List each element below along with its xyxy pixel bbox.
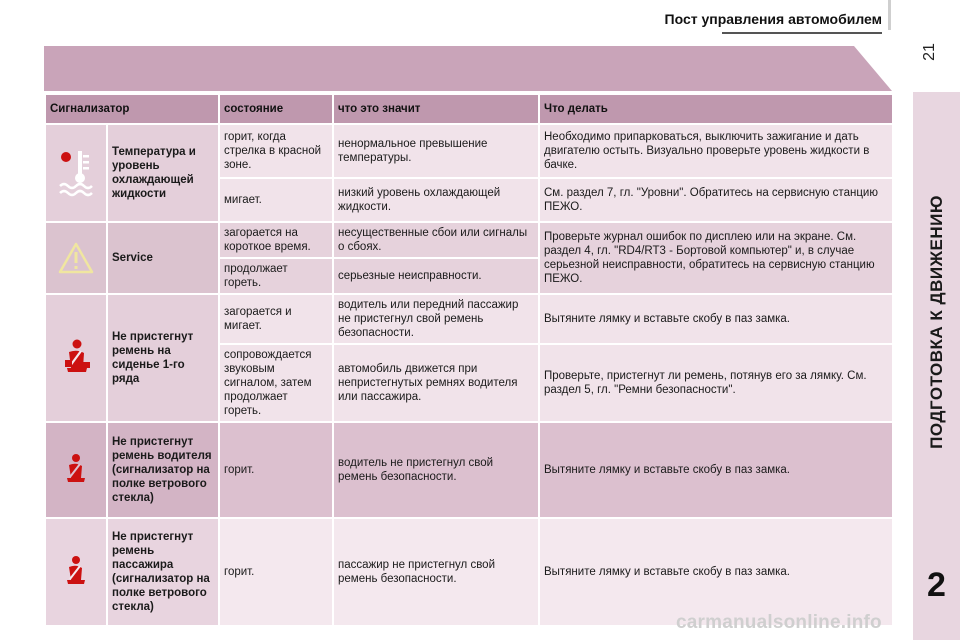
- table-row: [45, 294, 893, 344]
- column-header-action: Что делать: [539, 94, 893, 124]
- action-cell: Проверьте журнал ошибок по дисплею или на экране. См. раздел 4, гл. "RD4/RT3 - Бортовой компьютер" и, в случае серьезной неисправности, обратитесь на сервисную станцию ПЕЖО.: [539, 222, 893, 294]
- meaning-cell: несущественные сбои или сигналы о сбоях.: [333, 222, 539, 258]
- state-cell: мигает.: [219, 178, 333, 222]
- table-row: [45, 518, 893, 626]
- state-cell: горит, когда стрелка в красной зоне.: [219, 124, 333, 178]
- header-divider: [888, 0, 891, 30]
- header-underline: [722, 32, 882, 34]
- signal-name: Не пристегнут ремень пассажира (сигнализатор на полке ветрового стекла): [107, 518, 219, 626]
- action-cell: Проверьте, пристегнут ли ремень, потянув его за лямку. См. раздел 5, гл. "Ремни безопасности".: [539, 344, 893, 422]
- state-cell: загорается и мигает.: [219, 294, 333, 344]
- meaning-cell: низкий уровень охлаждающей жидкости.: [333, 178, 539, 222]
- signal-name: Не пристегнут ремень на сиденье 1-го ряда: [107, 294, 219, 422]
- warning-lights-table: [44, 93, 894, 627]
- state-cell: загорается на короткое время.: [219, 222, 333, 258]
- state-cell: продолжает гореть.: [219, 258, 333, 294]
- coolant-icon-cell: [45, 124, 107, 222]
- page-header-title: Пост управления автомобилем: [664, 11, 882, 27]
- meaning-cell: пассажир не пристегнул свой ремень безопасности.: [333, 518, 539, 626]
- column-header-signal: Сигнализатор: [45, 94, 219, 124]
- page-number: 21: [921, 43, 938, 61]
- chapter-title: [913, 92, 960, 552]
- table-row: [45, 422, 893, 518]
- signal-name: Не пристегнут ремень водителя (сигнализатор на полке ветрового стекла): [107, 422, 219, 518]
- signal-name: Температура и уровень охлаждающей жидкости: [107, 124, 219, 222]
- meaning-cell: водитель не пристегнул свой ремень безопасности.: [333, 422, 539, 518]
- meaning-cell: автомобиль движется при непристегнутых ремнях водителя или пассажира.: [333, 344, 539, 422]
- service-icon-cell: [45, 222, 107, 294]
- state-cell: сопровождается звуковым сигналом, затем продолжает гореть.: [219, 344, 333, 422]
- seatbelt-driver-icon-cell: [45, 422, 107, 518]
- action-cell: Вытяните лямку и вставьте скобу в паз замка.: [539, 518, 893, 626]
- service-warning-icon: [57, 241, 95, 275]
- chapter-title-text: ПОДГОТОВКА К ДВИЖЕНИЮ: [926, 195, 946, 449]
- chapter-number: 2: [927, 565, 946, 604]
- action-cell: Вытяните лямку и вставьте скобу в паз замка.: [539, 294, 893, 344]
- meaning-cell: серьезные неисправности.: [333, 258, 539, 294]
- seatbelt-passenger-icon: [61, 555, 91, 589]
- action-cell: Необходимо припарковаться, выключить зажигание и дать двигателю остыть. Визуально проверьте уровень жидкости в бачке.: [539, 124, 893, 178]
- seatbelt-passenger-icon-cell: [45, 518, 107, 626]
- section-banner: [44, 46, 892, 91]
- action-cell: Вытяните лямку и вставьте скобу в паз замка.: [539, 422, 893, 518]
- action-cell: См. раздел 7, гл. "Уровни". Обратитесь на сервисную станцию ПЕЖО.: [539, 178, 893, 222]
- signal-name: Service: [107, 222, 219, 294]
- seatbelt-front-icon-cell: [45, 294, 107, 422]
- column-header-state: состояние: [219, 94, 333, 124]
- meaning-cell: водитель или передний пассажир не пристегнул свой ремень безопасности.: [333, 294, 539, 344]
- column-header-meaning: что это значит: [333, 94, 539, 124]
- coolant-temperature-icon: [56, 147, 96, 199]
- table-header-row: [45, 94, 893, 124]
- state-cell: горит.: [219, 518, 333, 626]
- table-row: [45, 222, 893, 258]
- table-row: [45, 124, 893, 178]
- seatbelt-driver-icon: [61, 453, 91, 487]
- state-cell: горит.: [219, 422, 333, 518]
- meaning-cell: ненормальное превышение температуры.: [333, 124, 539, 178]
- seatbelt-front-icon: [59, 338, 93, 378]
- watermark: carmanualsonline.info: [676, 612, 882, 633]
